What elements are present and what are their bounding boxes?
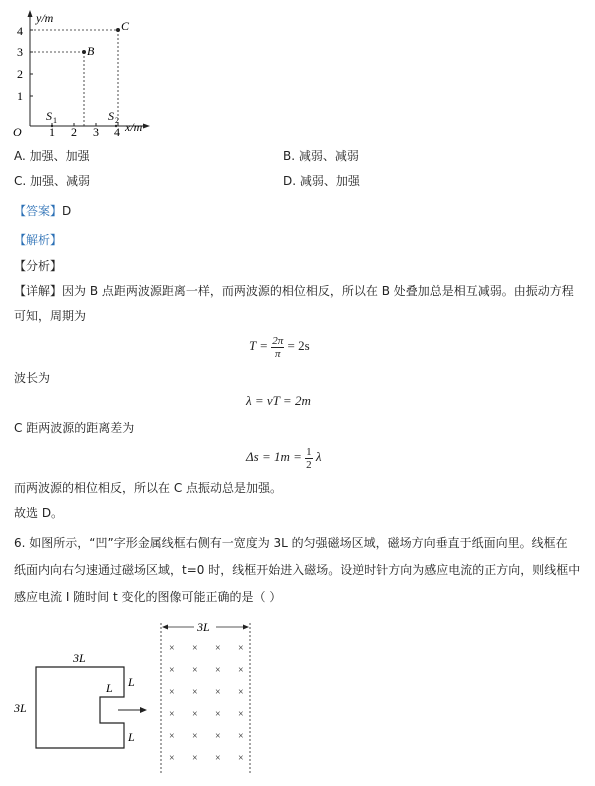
position-graph	[8, 8, 158, 136]
field-cross-icon: ×	[169, 709, 175, 720]
q6-line-2: 纸面内向右匀速通过磁场区域，t=0 时，线框开始进入磁场。设逆时针方向为感应电流的正方向，则线框中	[14, 563, 581, 577]
answer-value: D	[62, 204, 72, 218]
magnetic-field-crosses	[169, 643, 244, 764]
field-cross-icon: ×	[215, 687, 221, 698]
field-cross-icon: ×	[169, 731, 175, 742]
x-axis-arrow-icon	[143, 124, 150, 129]
field-cross-icon: ×	[238, 709, 244, 720]
analysis-tag: 【解析】	[14, 233, 63, 247]
field-cross-icon: ×	[215, 665, 221, 676]
field-cross-icon: ×	[192, 687, 198, 698]
detail-line-4: C 距两波源的距离差为	[14, 421, 135, 435]
option-c: C. 加强、减弱	[14, 174, 91, 188]
point-c-dot	[116, 28, 120, 32]
field-width-label: 3L	[197, 620, 210, 634]
field-cross-icon: ×	[238, 731, 244, 742]
field-cross-icon: ×	[192, 665, 198, 676]
source-s2-subscript: 2	[115, 116, 119, 125]
x-tick-label-3: 3	[93, 125, 99, 136]
source-s1-label: S	[46, 109, 52, 123]
option-b: B. 减弱、减弱	[283, 149, 359, 163]
detail-text-1: 因为 B 点距两波源距离一样，而两波源的相位相反，所以在 B 处叠加总是相互减弱。由振动方程	[62, 284, 574, 298]
field-cross-icon: ×	[215, 731, 221, 742]
eq3-denominator: 2	[306, 458, 312, 471]
q6-line-3: 感应电流 I 随时间 t 变化的图像可能正确的是（ ）	[14, 590, 282, 604]
field-cross-icon: ×	[192, 643, 198, 654]
field-cross-icon: ×	[169, 753, 175, 764]
eq3-numerator: 1	[306, 445, 312, 458]
detail-line-5: 而两波源的相位相反，所以在 C 点振动总是加强。	[14, 481, 283, 495]
detail-line-2: 可知，周期为	[14, 309, 87, 323]
equation-distance-diff	[246, 442, 322, 472]
eq1-right: = 2s	[287, 338, 310, 353]
point-b-label: B	[87, 44, 95, 58]
y-tick-label-1: 1	[17, 89, 23, 103]
source-s2-label: S	[108, 109, 114, 123]
x-tick-label-2: 2	[71, 125, 77, 136]
source-s1-subscript: 1	[53, 116, 57, 125]
eq1-numerator: 2π	[272, 334, 284, 347]
eq1-denominator: π	[275, 347, 281, 360]
field-cross-icon: ×	[238, 753, 244, 764]
option-d: D. 减弱、加强	[283, 174, 360, 188]
field-cross-icon: ×	[215, 709, 221, 720]
notch-depth-label: L	[106, 681, 113, 695]
notch-top-length-label: L	[128, 675, 135, 689]
detail-line-3: 波长为	[14, 371, 51, 385]
detail-line-6: 故选 D。	[14, 506, 64, 520]
field-cross-icon: ×	[169, 665, 175, 676]
frame-left-label: 3L	[14, 701, 27, 715]
eq1-fraction	[271, 335, 284, 360]
q6-line-1: 6. 如图所示，“凹”字形金属线框右侧有一宽度为 3L 的匀强磁场区域，磁场方向垂直于纸面向里。线框在	[14, 536, 568, 550]
field-cross-icon: ×	[192, 731, 198, 742]
eq3-right: λ	[315, 449, 322, 464]
x-tick-label-1: 1	[49, 125, 55, 136]
fenxi-tag: 【分析】	[14, 259, 63, 273]
eq1-left: T =	[249, 338, 269, 353]
x-tick-label-4: 4	[114, 125, 120, 136]
point-c-label: C	[121, 19, 130, 33]
field-cross-icon: ×	[169, 643, 175, 654]
point-b-dot	[82, 50, 86, 54]
field-cross-icon: ×	[238, 687, 244, 698]
detail-tag: 【详解】	[14, 284, 63, 298]
equation-period	[249, 331, 310, 361]
field-cross-icon: ×	[215, 643, 221, 654]
option-a: A. 加强、加强	[14, 149, 90, 163]
x-axis-label: x/m	[125, 120, 143, 134]
y-axis-label: y/m	[36, 11, 54, 25]
frame-top-label: 3L	[73, 651, 86, 665]
y-axis-arrow-icon	[28, 10, 33, 17]
answer-line	[14, 203, 71, 219]
origin-label: O	[13, 125, 22, 136]
eq3-fraction	[305, 446, 313, 471]
y-tick-label-4: 4	[17, 24, 23, 38]
field-width-arrow-right-icon	[243, 625, 249, 630]
metal-frame	[36, 667, 124, 748]
detail-line-1	[14, 283, 574, 299]
field-width-arrow-left-icon	[162, 625, 168, 630]
y-tick-label-3: 3	[17, 45, 23, 59]
field-cross-icon: ×	[169, 687, 175, 698]
field-cross-icon: ×	[215, 753, 221, 764]
motion-arrow-head-icon	[140, 707, 147, 713]
answer-tag: 【答案】	[14, 204, 63, 218]
field-cross-icon: ×	[192, 709, 198, 720]
field-cross-icon: ×	[192, 753, 198, 764]
frame-field-figure	[10, 615, 270, 780]
notch-bottom-length-label: L	[128, 730, 135, 744]
eq3-left: Δs = 1m =	[246, 449, 302, 464]
field-cross-icon: ×	[238, 665, 244, 676]
equation-wavelength: λ = vT = 2m	[246, 393, 311, 408]
y-tick-label-2: 2	[17, 67, 23, 81]
field-cross-icon: ×	[238, 643, 244, 654]
